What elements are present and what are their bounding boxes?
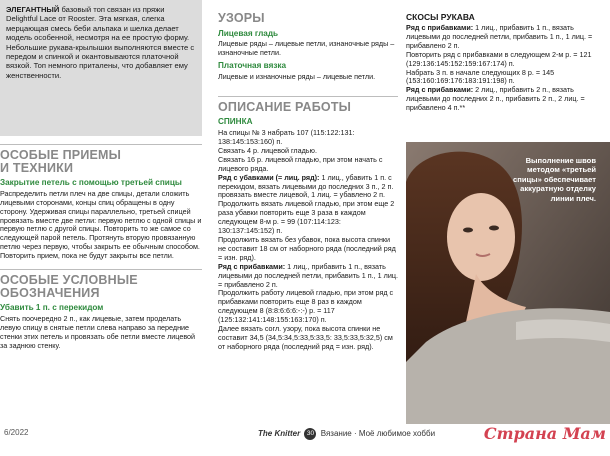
sleeve-p2: Повторить ряд с прибавками в следующем 2-м р. = 121 (129:136:145:152:159:167:174) п.	[406, 49, 592, 68]
sleeve-p1: Ряд с прибавками: 1 лиц., прибавить 1 п., вязать лицевыми до последней петли, прибавить 1 п., 1 лиц. = прибавлено 2 п.	[406, 23, 593, 50]
left-column	[0, 0, 202, 350]
magazine-footer	[258, 428, 435, 440]
work-p9: Далее вязать согл. узору, пока высота спинки не составит 34,5 (34,5:34,5:33,5:33,5: 33,5:33,5:32,5) см от наборного ряда (последний ряд = изн. ряд).	[218, 324, 393, 351]
work-heading: ОПИСАНИЕ РАБОТЫ	[218, 96, 398, 114]
symbols-text: Снять поочередно 2 п., как лицевые, затем проделать левую спицу в снятые петли слева направо за передние стенки этих петель и провязать обе петли вместе лицевой за заднюю стенку.	[0, 313, 196, 350]
model-photo	[406, 142, 610, 424]
intro-box	[0, 0, 202, 136]
pattern-garter-text: Лицевые и изнаночные ряды – лицевые петли.	[218, 71, 376, 81]
intro-text: базовый топ связан из пряжи Delightful Lace от Rooster. Эта мягкая, слегка мерцающая смесь беби альпака и шелка делает модель особенной, несмотря на ее простую форму. Небольшие рукава-крылышки выполняются вместе с передом и спинкой и окантовываются платочной вязкой. Топ немного приталены, что добавляет ему женственности.	[6, 5, 195, 80]
techniques-subheading: Закрытие петель с помощью третьей спицы	[0, 178, 182, 187]
pattern-stockinette-heading: Лицевая гладь	[218, 28, 279, 38]
photo-caption: Выполнение швов методом «третьей спицы» обеспечивает аккуратную отделку линии плеч.	[513, 156, 596, 203]
magazine-brand: The Knitter	[258, 429, 301, 439]
symbols-heading: ОСОБЫЕ УСЛОВНЫЕ ОБОЗНАЧЕНИЯ	[0, 269, 202, 299]
pattern-stockinette-text: Лицевые ряды – лицевые петли, изнаночные ряды – изнаночные петли.	[218, 39, 395, 58]
work-p3: Связать 16 р. лицевой гладью, при этом начать с лицевого ряда.	[218, 154, 383, 173]
magazine-tagline: Вязание · Моё любимое хобби	[320, 429, 436, 439]
middle-column	[218, 0, 398, 352]
right-column	[406, 12, 606, 113]
patterns-heading: УЗОРЫ	[218, 11, 265, 25]
issue-date: 6/2022	[4, 428, 29, 437]
sleeve-p4: Ряд с прибавками: 2 лиц., прибавить 2 п., вязать лицевыми до последних 2 п., прибавить 2 п., 2 лиц. = прибавлено 4 п.**	[406, 85, 585, 113]
work-p2: Связать 4 р. лицевой гладью.	[218, 145, 317, 155]
page-number: 30	[304, 428, 316, 440]
techniques-text: Распределить петли плеч на две спицы, детали сложить лицевыми сторонами, концы спиц обращены в одну сторону. Удерживая спицы параллельно, третьей спицей провязать вместе две петли: первую петлю с одной спицы и первую петлю с другой спицы. Повторить то же самое со следующей парой петель. Протянуть вторую провязанную петлю через первую, чтобы закрыть ее обычным способом. Повторить прием, пока не будут закрыты все петли.	[0, 188, 202, 261]
work-p1: На спицы № 3 набрать 107 (115:122:131: 138:145:153:160) п.	[218, 128, 355, 147]
watermark-logo: Страна Мам	[483, 424, 606, 443]
back-heading: СПИНКА	[218, 117, 253, 127]
intro-lead: ЭЛЕГАНТНЫЙ	[6, 5, 60, 14]
pattern-garter-heading: Платочная вязка	[218, 61, 287, 71]
work-p8: Продолжить работу лицевой гладью, при этом ряд с прибавками повторить еще 8 раз в каждом следующем 8 (8:8:6:6:6:-:-) р. = 117 (125:132:141:148:155:163:170) п.	[218, 288, 394, 325]
symbols-subheading: Убавить 1 п. с перекидом	[0, 303, 104, 313]
page-footer	[0, 424, 610, 456]
work-p7: Ряд с прибавками: 1 лиц., прибавить 1 п., вязать лицевыми до последней петли, прибавить 1 п., 1 лиц. = прибавлено 2 п.	[218, 261, 398, 289]
work-p5: Продолжить вязать лицевой гладью, при этом еще 2 раза убавки повторить еще 3 раза в каждом следующем 8-м р. = 99 (107:114:123: 130:137:145:152) п.	[218, 199, 395, 236]
work-p6: Продолжить вязать без убавок, пока высота спинки не составит 18 см от наборного ряда (последний ряд = изн. ряд).	[218, 234, 396, 262]
sleeve-heading: СКОСЫ РУКАВА	[406, 12, 475, 22]
techniques-heading: ОСОБЫЕ ПРИЕМЫ И ТЕХНИКИ	[0, 144, 202, 174]
work-p4: Ряд с убавками (= лиц. ряд): 1 лиц., убавить 1 п. с перекидом, вязать лицевыми до последних 3 п., 2 п. провязать вместе лицевой, 1 лиц. = убавлено 2 п.	[218, 172, 394, 200]
sleeve-p3: Набрать 3 п. в начале следующих 8 р. = 145 (153:160:169:176:183:191:198) п.	[406, 67, 555, 86]
